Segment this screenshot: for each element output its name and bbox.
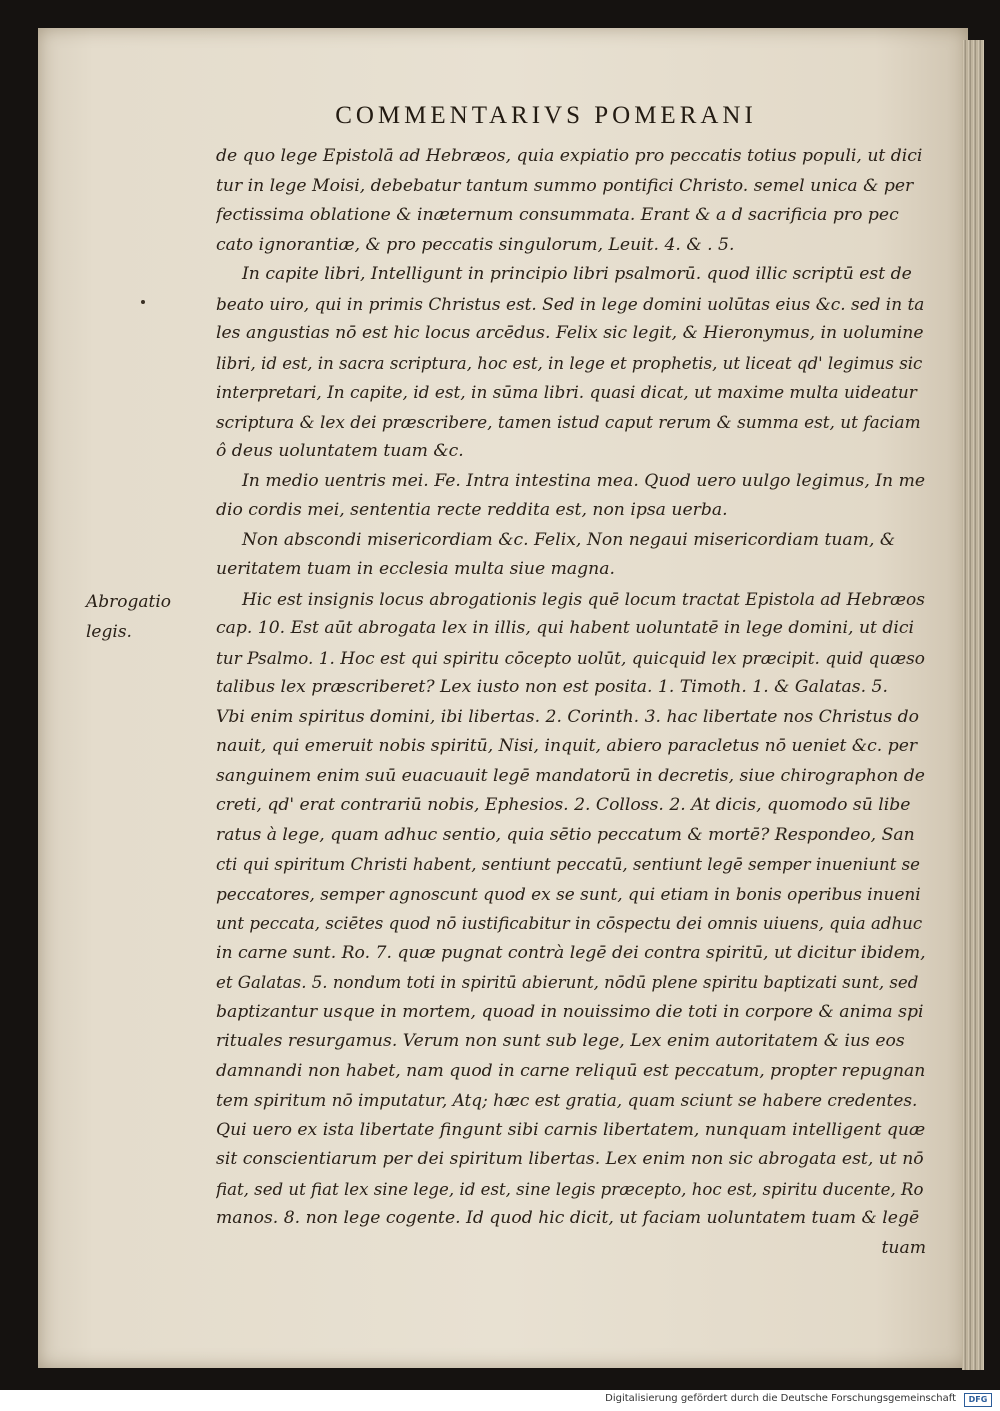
text-line: sit conscientiarum per dei spiritum libertas. Lex enim non sic abrogata est, ut nō (216, 1149, 924, 1169)
text-line: et Galatas. 5. nondum toti in spiritū abierunt, nōdū plene spiritu baptizati sunt, sed (216, 973, 919, 992)
text-line: manos. 8. non lege cogente. Id quod hic dicit, ut faciam uoluntatem tuam & legē (216, 1208, 920, 1228)
dfg-logo: DFG (964, 1393, 992, 1407)
text-line: Vbi enim spiritus domini, ibi libertas. 2. Corinth. 3. hac libertate nos Christus do (216, 706, 920, 727)
text-line: Qui uero ex ista libertate fingunt sibi carnis libertatem, nunquam intelligent quæ (216, 1119, 926, 1140)
text-line: ratus à lege, quam adhuc sentio, quia sētio peccatum & mortē? Respondeo, San (216, 824, 915, 845)
text-line: In capite libri, Intelligunt in principio libri psalmorū. quod illic scriptū est de (242, 264, 912, 284)
text-line: de quo lege Epistolā ad Hebræos, quia expiatio pro peccatis totius populi, ut dici (216, 146, 923, 166)
text-line: sanguinem enim suū euacuauit legē mandatorū in decretis, siue chirographon de (216, 765, 925, 786)
text-line: ô deus uoluntatem tuam &c. (216, 441, 464, 461)
text-line: Hic est insignis locus abrogationis legis quē locum tractat Epistola ad Hebræos (242, 588, 925, 609)
text-line: interpretari, In capite, id est, in sūma libri. quasi dicat, ut maxime multa uideatur (216, 382, 917, 402)
margin-note (86, 588, 171, 647)
text-line: cato ignorantiæ, & pro peccatis singulorum, Leuit. 4. & . 5. (216, 234, 735, 255)
text-line: in carne sunt. Ro. 7. quæ pugnat contrà legē dei contra spiritū, ut dicitur ibidem, (216, 942, 926, 963)
text-line: dio cordis mei, sententia recte reddita est, non ipsa uerba. (216, 500, 728, 520)
text-line: talibus lex præscriberet? Lex iusto non est posita. 1. Timoth. 1. & Galatas. 5. (216, 677, 888, 697)
footer-credit: Digitalisierung gefördert durch die Deutsche Forschungsgemeinschaft (605, 1393, 956, 1404)
text-line: beato uiro, qui in primis Christus est. Sed in lege domini uolūtas eius &c. sed in ta (216, 293, 925, 314)
text-line: cti qui spiritum Christi habent, sentiunt peccatū, sentiunt legē semper inueniunt se (216, 855, 920, 874)
text-line: tur Psalmo. 1. Hoc est qui spiritu cōcepto uolūt, quicquid lex præcipit. quid quæso (216, 647, 925, 668)
text-line: tuam (881, 1237, 926, 1258)
text-line: peccatores, semper agnoscunt quod ex se sunt, qui etiam in bonis operibus inueni (216, 883, 921, 904)
text-line: cap. 10. Est aūt abrogata lex in illis, qui habent uoluntatē in lege domini, ut dici (216, 618, 915, 638)
body-text (216, 142, 926, 1263)
text-line: damnandi non habet, nam quod in carne reliquū est peccatum, propter repugnan (216, 1060, 926, 1081)
text-line: creti, qd' erat contrariū nobis, Ephesios. 2. Colloss. 2. At dicis, quomodo sū libe (216, 795, 911, 815)
text-line: baptizantur usque in mortem, quoad in nouissimo die toti in corpore & anima spi (216, 1001, 924, 1022)
running-head: COMMENTARIVS POMERANI (335, 102, 757, 129)
footer-bar (0, 1390, 1000, 1411)
text-line: rituales resurgamus. Verum non sunt sub lege, Lex enim autoritatem & ius eos (216, 1031, 905, 1051)
text-line: Non abscondi misericordiam &c. Felix, Non negaui misericordiam tuam, & (242, 529, 896, 550)
text-line: libri, id est, in sacra scriptura, hoc est, in lege et prophetis, ut liceat qd' legimus sic (216, 353, 923, 373)
margin-note-line: legis. (86, 621, 132, 642)
text-line: nauit, qui emeruit nobis spiritū, Nisi, inquit, abiero paracletus nō ueniet &c. per (216, 736, 918, 756)
text-line: scriptura & lex dei præscribere, tamen istud caput rerum & summa est, ut faciam (216, 411, 921, 432)
text-line: tem spiritum nō imputatur, Atq; hæc est gratia, quam sciunt se habere credentes. (216, 1090, 918, 1110)
text-line: tur in lege Moisi, debebatur tantum summo pontifici Christo. semel unica & per (216, 175, 914, 196)
text-line: ueritatem tuam in ecclesia multa siue magna. (216, 559, 615, 579)
ink-speck (141, 300, 145, 304)
margin-note-line: Abrogatio (86, 592, 172, 612)
text-line: fiat, sed ut fiat lex sine lege, id est, sine legis præcepto, hoc est, spiritu ducente, Ro (216, 1179, 924, 1199)
text-line: In medio uentris mei. Fe. Intra intestina mea. Quod uero uulgo legimus, In me (242, 470, 926, 491)
text-line: unt peccata, sciētes quod nō iustificabitur in cōspectu dei omnis uiuens, quia adhuc (216, 914, 923, 933)
page-edges (962, 40, 984, 1370)
text-line: fectissima oblatione & inæternum consummata. Erant & a d sacrificia pro pec (216, 205, 899, 225)
text-line: les angustias nō est hic locus arcēdus. Felix sic legit, & Hieronymus, in uolumine (216, 323, 924, 343)
